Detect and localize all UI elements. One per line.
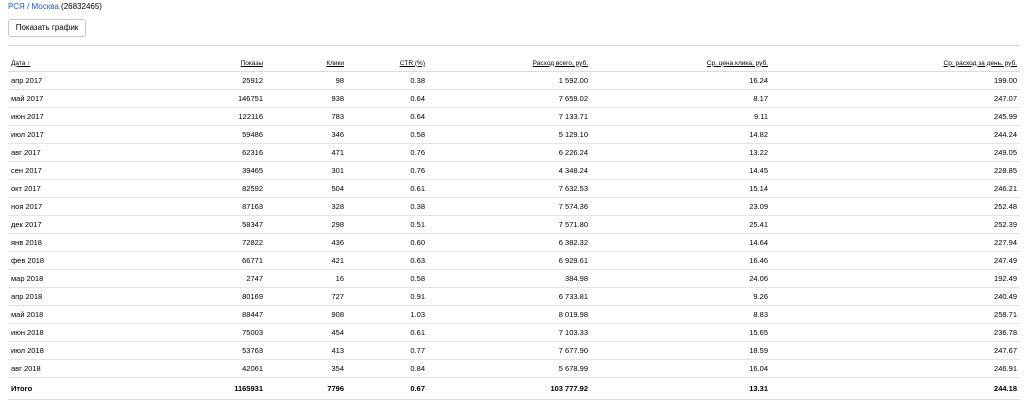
table-row bbox=[8, 72, 1020, 90]
ctr-cell: 0.76 bbox=[347, 162, 428, 180]
clicks-cell: 727 bbox=[266, 288, 347, 306]
total-spend-cell: 7 659.02 bbox=[428, 90, 591, 108]
total-label: Итого bbox=[8, 378, 88, 400]
ctr-cell: 0.76 bbox=[347, 144, 428, 162]
avg-daily-spend-cell: 252.48 bbox=[771, 198, 1020, 216]
date-cell: авг 2017 bbox=[8, 144, 88, 162]
ctr-cell: 0.60 bbox=[347, 234, 428, 252]
total-row bbox=[8, 378, 1020, 400]
table-row bbox=[8, 324, 1020, 342]
total-spend-cell: 8 019.98 bbox=[428, 306, 591, 324]
table-row bbox=[8, 234, 1020, 252]
ctr-cell: 0.38 bbox=[347, 72, 428, 90]
avg-daily-spend-cell: 227.94 bbox=[771, 234, 1020, 252]
ctr-cell: 0.38 bbox=[347, 198, 428, 216]
stats-table bbox=[8, 55, 1020, 400]
table-row bbox=[8, 306, 1020, 324]
col-header-avg-daily-spend[interactable]: Ср. расход за день, руб. bbox=[771, 55, 1020, 72]
table-row bbox=[8, 180, 1020, 198]
impressions-cell: 58347 bbox=[88, 216, 266, 234]
total-spend-cell: 6 733.81 bbox=[428, 288, 591, 306]
table-row bbox=[8, 360, 1020, 378]
table-row bbox=[8, 252, 1020, 270]
avg-cpc-cell: 16.24 bbox=[591, 72, 771, 90]
date-cell: май 2017 bbox=[8, 90, 88, 108]
date-cell: авг 2018 bbox=[8, 360, 88, 378]
total-spend-cell: 6 226.24 bbox=[428, 144, 591, 162]
ctr-cell: 0.84 bbox=[347, 360, 428, 378]
total-spend-cell: 6 382.32 bbox=[428, 234, 591, 252]
table-row bbox=[8, 342, 1020, 360]
total-spend-cell: 384.98 bbox=[428, 270, 591, 288]
impressions-cell: 62316 bbox=[88, 144, 266, 162]
ctr-cell: 0.63 bbox=[347, 252, 428, 270]
impressions-cell: 88447 bbox=[88, 306, 266, 324]
ctr-cell: 0.91 bbox=[347, 288, 428, 306]
impressions-cell: 146751 bbox=[88, 90, 266, 108]
clicks-cell: 436 bbox=[266, 234, 347, 252]
breadcrumb-campaign-link[interactable]: РСЯ bbox=[8, 2, 25, 11]
date-cell: окт 2017 bbox=[8, 180, 88, 198]
avg-daily-spend-cell: 247.07 bbox=[771, 90, 1020, 108]
avg-daily-spend-cell: 246.21 bbox=[771, 180, 1020, 198]
total-spend-cell: 7 133.71 bbox=[428, 108, 591, 126]
impressions-cell: 66771 bbox=[88, 252, 266, 270]
clicks-cell: 98 bbox=[266, 72, 347, 90]
avg-cpc-cell: 14.64 bbox=[591, 234, 771, 252]
avg-cpc-cell: 9.26 bbox=[591, 288, 771, 306]
table-row bbox=[8, 270, 1020, 288]
impressions-cell: 53763 bbox=[88, 342, 266, 360]
avg-daily-spend-cell: 240.49 bbox=[771, 288, 1020, 306]
breadcrumb-separator: / bbox=[24, 2, 32, 11]
avg-cpc-cell: 13.22 bbox=[591, 144, 771, 162]
date-cell: мар 2018 bbox=[8, 270, 88, 288]
avg-cpc-cell: 16.04 bbox=[591, 360, 771, 378]
avg-daily-spend-cell: 246.91 bbox=[771, 360, 1020, 378]
total-avg-daily-spend: 244.18 bbox=[771, 378, 1020, 400]
table-row bbox=[8, 198, 1020, 216]
col-header-date[interactable]: Дата ↑ bbox=[8, 55, 88, 72]
avg-cpc-cell: 14.82 bbox=[591, 126, 771, 144]
avg-daily-spend-cell: 245.99 bbox=[771, 108, 1020, 126]
impressions-cell: 2747 bbox=[88, 270, 266, 288]
avg-cpc-cell: 8.83 bbox=[591, 306, 771, 324]
total-spend-cell: 5 678.99 bbox=[428, 360, 591, 378]
date-cell: июл 2017 bbox=[8, 126, 88, 144]
clicks-cell: 413 bbox=[266, 342, 347, 360]
clicks-cell: 328 bbox=[266, 198, 347, 216]
avg-daily-spend-cell: 192.49 bbox=[771, 270, 1020, 288]
avg-cpc-cell: 24.06 bbox=[591, 270, 771, 288]
ctr-cell: 0.61 bbox=[347, 180, 428, 198]
avg-cpc-cell: 25.41 bbox=[591, 216, 771, 234]
ctr-cell: 1.03 bbox=[347, 306, 428, 324]
clicks-cell: 421 bbox=[266, 252, 347, 270]
date-cell: июн 2017 bbox=[8, 108, 88, 126]
total-clicks: 7796 bbox=[266, 378, 347, 400]
impressions-cell: 75003 bbox=[88, 324, 266, 342]
date-cell: фев 2018 bbox=[8, 252, 88, 270]
total-spend-cell: 7 574.36 bbox=[428, 198, 591, 216]
clicks-cell: 354 bbox=[266, 360, 347, 378]
breadcrumb bbox=[8, 2, 102, 12]
avg-daily-spend-cell: 249.05 bbox=[771, 144, 1020, 162]
ctr-cell: 0.77 bbox=[347, 342, 428, 360]
ctr-cell: 0.64 bbox=[347, 90, 428, 108]
total-spend-cell: 6 929.61 bbox=[428, 252, 591, 270]
date-cell: апр 2017 bbox=[8, 72, 88, 90]
total-spend-cell: 7 677.90 bbox=[428, 342, 591, 360]
table-header-row bbox=[8, 55, 1020, 72]
impressions-cell: 39465 bbox=[88, 162, 266, 180]
impressions-cell: 59486 bbox=[88, 126, 266, 144]
avg-daily-spend-cell: 258.71 bbox=[771, 306, 1020, 324]
col-header-ctr[interactable]: CTR (%) bbox=[347, 55, 428, 72]
total-spend-cell: 1 592.00 bbox=[428, 72, 591, 90]
divider bbox=[8, 45, 1020, 46]
clicks-cell: 908 bbox=[266, 306, 347, 324]
clicks-cell: 16 bbox=[266, 270, 347, 288]
impressions-cell: 42061 bbox=[88, 360, 266, 378]
breadcrumb-region-link[interactable]: Москва bbox=[31, 2, 59, 11]
ctr-cell: 0.61 bbox=[347, 324, 428, 342]
campaign-id: (26832465) bbox=[61, 2, 102, 11]
total-avg-cpc: 13.31 bbox=[591, 378, 771, 400]
ctr-cell: 0.58 bbox=[347, 126, 428, 144]
avg-cpc-cell: 8.17 bbox=[591, 90, 771, 108]
total-spend-cell: 7 103.33 bbox=[428, 324, 591, 342]
date-cell: ноя 2017 bbox=[8, 198, 88, 216]
impressions-cell: 80169 bbox=[88, 288, 266, 306]
clicks-cell: 454 bbox=[266, 324, 347, 342]
impressions-cell: 72822 bbox=[88, 234, 266, 252]
avg-daily-spend-cell: 252.39 bbox=[771, 216, 1020, 234]
clicks-cell: 783 bbox=[266, 108, 347, 126]
table-row bbox=[8, 216, 1020, 234]
total-ctr: 0.67 bbox=[347, 378, 428, 400]
ctr-cell: 0.64 bbox=[347, 108, 428, 126]
clicks-cell: 346 bbox=[266, 126, 347, 144]
date-cell: май 2018 bbox=[8, 306, 88, 324]
date-cell: сен 2017 bbox=[8, 162, 88, 180]
avg-daily-spend-cell: 199.00 bbox=[771, 72, 1020, 90]
total-spend-cell: 7 571.80 bbox=[428, 216, 591, 234]
table-row bbox=[8, 144, 1020, 162]
avg-cpc-cell: 9.11 bbox=[591, 108, 771, 126]
total-spend-cell: 4 348.24 bbox=[428, 162, 591, 180]
avg-cpc-cell: 15.14 bbox=[591, 180, 771, 198]
table-row bbox=[8, 108, 1020, 126]
avg-cpc-cell: 15.65 bbox=[591, 324, 771, 342]
impressions-cell: 82592 bbox=[88, 180, 266, 198]
clicks-cell: 301 bbox=[266, 162, 347, 180]
total-spend-cell: 7 632.53 bbox=[428, 180, 591, 198]
show-chart-button[interactable]: Показать график bbox=[8, 19, 86, 37]
date-cell: янв 2018 bbox=[8, 234, 88, 252]
table-row bbox=[8, 162, 1020, 180]
col-header-clicks[interactable]: Клики bbox=[266, 55, 347, 72]
avg-cpc-cell: 14.45 bbox=[591, 162, 771, 180]
col-header-avg-cpc[interactable]: Ср. цена клика, руб. bbox=[591, 55, 771, 72]
table-row bbox=[8, 288, 1020, 306]
clicks-cell: 504 bbox=[266, 180, 347, 198]
impressions-cell: 25912 bbox=[88, 72, 266, 90]
col-header-total-spend[interactable]: Расход всего, руб. bbox=[428, 55, 591, 72]
avg-daily-spend-cell: 247.49 bbox=[771, 252, 1020, 270]
clicks-cell: 298 bbox=[266, 216, 347, 234]
total-spend: 103 777.92 bbox=[428, 378, 591, 400]
avg-daily-spend-cell: 228.85 bbox=[771, 162, 1020, 180]
avg-cpc-cell: 18.59 bbox=[591, 342, 771, 360]
clicks-cell: 471 bbox=[266, 144, 347, 162]
date-cell: дек 2017 bbox=[8, 216, 88, 234]
date-cell: июл 2018 bbox=[8, 342, 88, 360]
table-row bbox=[8, 126, 1020, 144]
avg-daily-spend-cell: 236.78 bbox=[771, 324, 1020, 342]
ctr-cell: 0.51 bbox=[347, 216, 428, 234]
impressions-cell: 87163 bbox=[88, 198, 266, 216]
total-impressions: 1165931 bbox=[88, 378, 266, 400]
avg-daily-spend-cell: 244.24 bbox=[771, 126, 1020, 144]
avg-daily-spend-cell: 247.67 bbox=[771, 342, 1020, 360]
date-cell: июн 2018 bbox=[8, 324, 88, 342]
total-spend-cell: 5 129.10 bbox=[428, 126, 591, 144]
ctr-cell: 0.58 bbox=[347, 270, 428, 288]
table-row bbox=[8, 90, 1020, 108]
avg-cpc-cell: 23.09 bbox=[591, 198, 771, 216]
avg-cpc-cell: 16.46 bbox=[591, 252, 771, 270]
date-cell: апр 2018 bbox=[8, 288, 88, 306]
impressions-cell: 122116 bbox=[88, 108, 266, 126]
clicks-cell: 938 bbox=[266, 90, 347, 108]
col-header-impressions[interactable]: Показы bbox=[88, 55, 266, 72]
